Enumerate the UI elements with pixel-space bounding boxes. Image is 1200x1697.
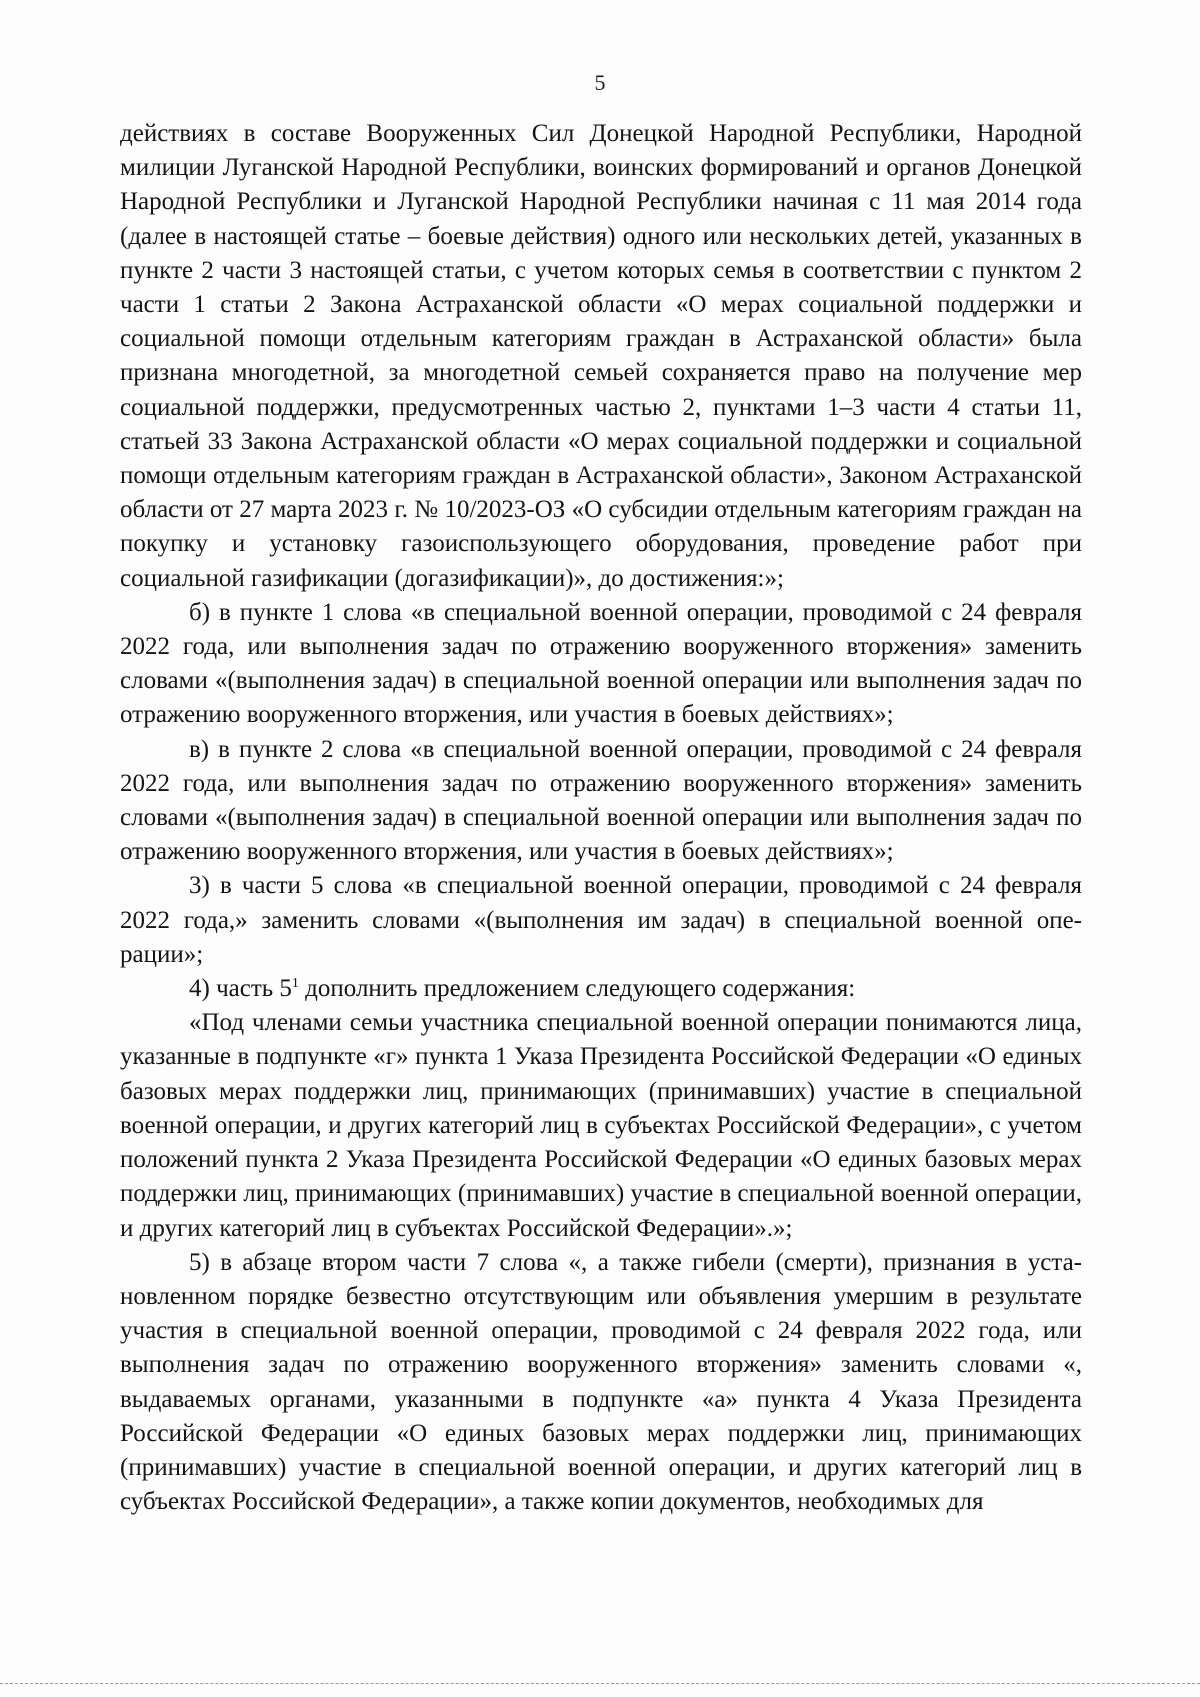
page-number: 5	[594, 70, 606, 95]
item-4-superscript: 1	[291, 976, 299, 992]
paragraph-quoted-sentence: «Под членами семьи участника специальной военной операции понимаются лица, указанные в подпункте «г» пункта 1 Указа Президента Российской Федерации «О единых базовых мерах поддержки лиц, принимающих (принимавших) участие в специальной военной операции, и других категорий лиц в субъектах Российской Федерации», с учетом положений пункта 2 Указа Президента Российской Федерации «О единых базовых мерах поддержки лиц, принимающих (принимавших) участие в специальной военной операции, и других категорий лиц в субъектах Российской Федерации».»;	[120, 1009, 1082, 1242]
item-4-suffix: дополнить предложением следующего содержания:	[298, 975, 856, 1003]
paragraph-continuation: действиях в составе Вооруженных Сил Донецкой Народной Республики, Народной милиции Луганской Народной Республики, воинских формирований и органов Донецкой Народной Республики и Луганской Народной Республики начиная с 11 мая 2014 года (далее в настоящей статье – боевые действия) одного или нескольких детей, указанных в пункте 2 части 3 настоящей статьи, с учетом которых семья в соответствии с пунктом 2 части 1 статьи 2 Закона Астраханской области «О мерах социальной поддержки и социальной помощи отдельным категориям граждан в Астраханской области» была признана многодетной, за многодетной семьей сохраняется право на получение мер социальной поддержки, предусмотренных частью 2, пунктами 1–3 части 4 статьи 11, статьей 33 Закона Астраханской области «О мерах социальной поддержки и социальной помощи отдельным категориям граждан в Астраханской области», Законом Астраханской области от 27 марта 2023 г. № 10/2023-ОЗ «О субсидии отдельным категориям граждан на покупку и установку газоиспользующего оборудования, проведение работ при социальной газификации (догазификации)», до достижения:»;	[120, 120, 1082, 592]
paragraph-item-5: 5) в абзаце втором части 7 слова «, а также гибели (смерти), признания в установленном порядке безвестно отсутствующим или объявления умершим в результате участия в специальной военной операции, проводимой с 24 февраля 2022 года, или выполнения задач по отражению вооруженного вторжения» заменить словами «, выдаваемых органами, указанными в подпункте «а» пункта 4 Указа Президента Российской Федерации «О единых базовых мерах поддержки лиц, принимающих (принимавших) участие в специальной военной операции, и других категорий лиц в субъектах Российской Федерации», а также копии документов, необходимых для	[120, 1248, 1082, 1516]
paragraph-item-v: в) в пункте 2 слова «в специальной военной операции, проводимой с 24 февраля 2022 года, или выполнения задач по отражению вооруженного вторжения» заменить словами «(выполнения задач) в специальной военной операции или выполнения задач по отражению вооруженного вторжения, или участия в боевых действиях»;	[120, 735, 1082, 866]
paragraph-item-3: 3) в части 5 слова «в специальной военной операции, проводимой с 24 февраля 2022 года,» заменить словами «(выполнения им задач) в специальной военной операции»;	[120, 872, 1082, 968]
paragraph-item-b: б) в пункте 1 слова «в специальной военной операции, проводимой с 24 февраля 2022 года, или выполнения задач по отражению вооруженного вторжения» заменить словами «(выполнения задач) в специальной военной операции или выполнения задач по отражению вооруженного вторжения, или участия в боевых действиях»;	[120, 598, 1082, 729]
item-4-prefix: 4) часть 5	[189, 975, 292, 1003]
document-body	[120, 117, 1082, 1519]
paragraph-item-4	[120, 972, 1082, 1006]
scan-bottom-edge	[0, 1683, 1200, 1684]
